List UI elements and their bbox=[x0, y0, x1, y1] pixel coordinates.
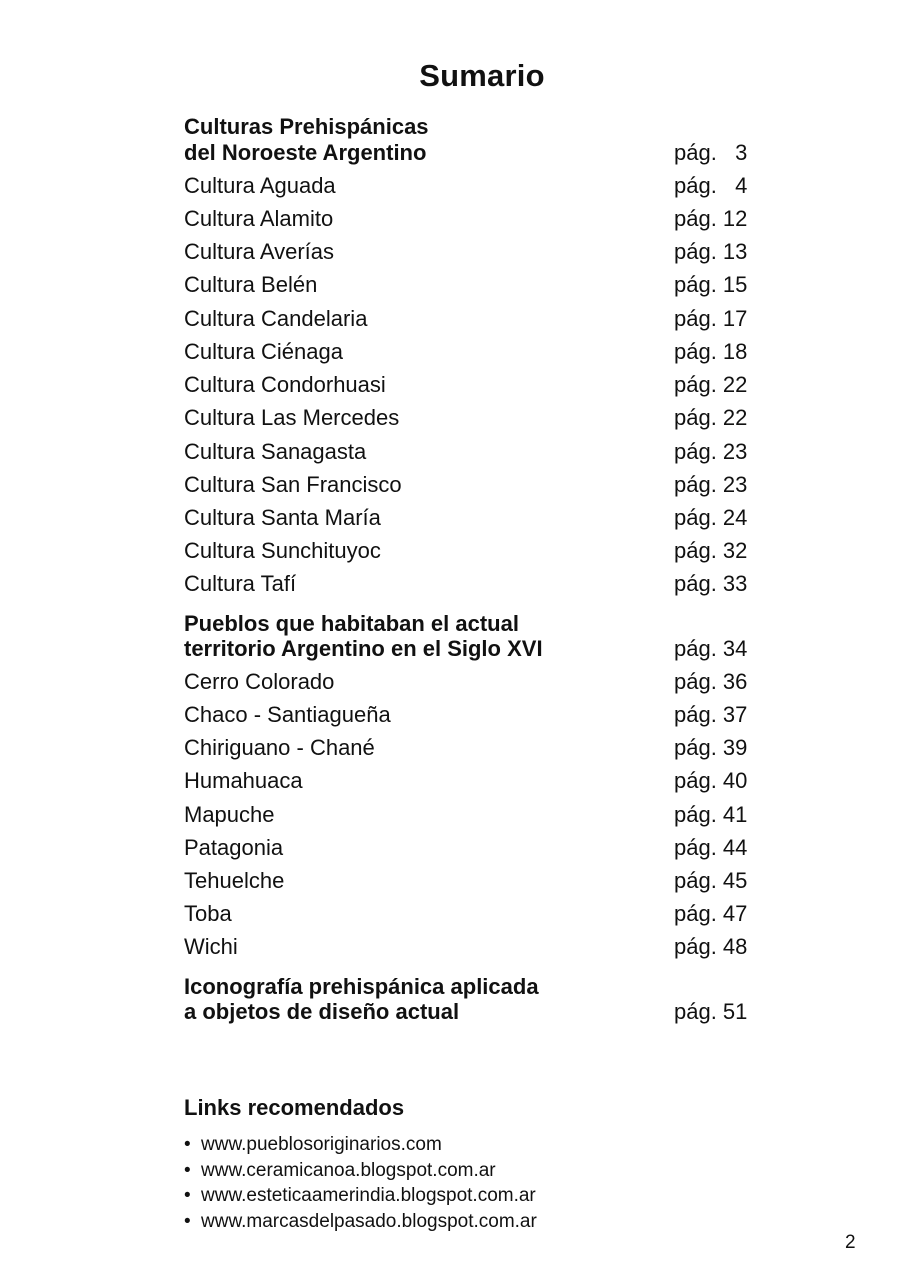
toc-entry bbox=[184, 173, 756, 199]
page-number: 2 bbox=[845, 1232, 856, 1253]
toc-section-heading bbox=[184, 114, 756, 140]
entry-label: Cultura Aguada bbox=[184, 173, 336, 198]
toc-entry bbox=[184, 868, 756, 894]
page-reference: pág. 22 bbox=[674, 372, 748, 397]
recommended-links-list bbox=[184, 1132, 537, 1234]
page-reference: pág. 37 bbox=[674, 702, 748, 727]
toc-entry bbox=[184, 306, 756, 332]
entry-label: Cultura Las Mercedes bbox=[184, 405, 400, 430]
page-reference: pág. 32 bbox=[674, 538, 748, 563]
page-reference: pág. 13 bbox=[674, 239, 748, 264]
link-text[interactable]: www.esteticaamerindia.blogspot.com.ar bbox=[201, 1185, 536, 1206]
toc-entry bbox=[184, 735, 756, 761]
page-reference: pág. 45 bbox=[674, 868, 748, 893]
links-heading: Links recomendados bbox=[184, 1095, 405, 1120]
page-reference: pág. 47 bbox=[674, 901, 748, 926]
entry-label: Cultura Belén bbox=[184, 272, 318, 297]
entry-label: Patagonia bbox=[184, 835, 284, 860]
toc-entry bbox=[184, 405, 756, 431]
page-reference: pág. 51 bbox=[674, 999, 748, 1024]
page-reference: pág. 3 bbox=[674, 140, 748, 165]
toc-entry bbox=[184, 702, 756, 728]
entry-label: Cerro Colorado bbox=[184, 669, 335, 694]
page-reference: pág. 18 bbox=[674, 339, 748, 364]
entry-label: Humahuaca bbox=[184, 768, 303, 793]
entry-label: Tehuelche bbox=[184, 868, 285, 893]
toc-section-heading bbox=[184, 611, 756, 637]
page-reference: pág. 22 bbox=[674, 405, 748, 430]
entry-label: Chaco - Santiagueña bbox=[184, 702, 391, 727]
entry-label: Chiriguano - Chané bbox=[184, 735, 375, 760]
section-heading-line: Culturas Prehispánicas bbox=[184, 114, 429, 139]
toc-entry bbox=[184, 472, 756, 498]
section-heading-line: territorio Argentino en el Siglo XVI bbox=[184, 636, 543, 661]
toc-entry bbox=[184, 206, 756, 232]
entry-label: Mapuche bbox=[184, 802, 275, 827]
toc-entry bbox=[184, 538, 756, 564]
section-heading-line: Pueblos que habitaban el actual bbox=[184, 611, 519, 636]
page-title: Sumario bbox=[419, 58, 545, 93]
toc-entry bbox=[184, 439, 756, 465]
entry-label: Cultura Ciénaga bbox=[184, 339, 343, 364]
entry-label: Cultura Sunchituyoc bbox=[184, 538, 381, 563]
toc-section-heading bbox=[184, 974, 756, 1000]
entry-label: Cultura San Francisco bbox=[184, 472, 402, 497]
page-reference: pág. 39 bbox=[674, 735, 748, 760]
link-item bbox=[184, 1183, 537, 1209]
toc-entry bbox=[184, 239, 756, 265]
bullet-icon: • bbox=[184, 1210, 191, 1232]
toc-entry bbox=[184, 901, 756, 927]
toc-entry bbox=[184, 768, 756, 794]
link-item bbox=[184, 1209, 537, 1235]
toc-entry bbox=[184, 339, 756, 365]
bullet-icon: • bbox=[184, 1159, 191, 1181]
page-reference: pág. 4 bbox=[674, 173, 748, 198]
link-item bbox=[184, 1132, 537, 1158]
link-text[interactable]: www.ceramicanoa.blogspot.com.ar bbox=[201, 1159, 496, 1181]
page-reference: pág. 41 bbox=[674, 802, 748, 827]
bullet-icon: • bbox=[184, 1134, 191, 1155]
entry-label: Toba bbox=[184, 901, 232, 926]
section-heading-line: a objetos de diseño actual bbox=[184, 999, 460, 1024]
page-reference: pág. 48 bbox=[674, 934, 748, 959]
bullet-icon: • bbox=[184, 1185, 191, 1206]
page-reference: pág. 24 bbox=[674, 505, 748, 530]
toc-section-heading bbox=[184, 636, 756, 662]
toc-entry bbox=[184, 802, 756, 828]
link-item bbox=[184, 1158, 537, 1184]
toc-entry bbox=[184, 835, 756, 861]
link-text[interactable]: www.marcasdelpasado.blogspot.com.ar bbox=[201, 1210, 537, 1232]
page-reference: pág. 44 bbox=[674, 835, 748, 860]
toc-entry bbox=[184, 571, 756, 597]
page-reference: pág. 15 bbox=[674, 272, 748, 297]
entry-label: Cultura Alamito bbox=[184, 206, 334, 231]
page-reference: pág. 36 bbox=[674, 669, 748, 694]
page-reference: pág. 34 bbox=[674, 636, 748, 661]
toc-section-heading bbox=[184, 999, 756, 1025]
toc-entry bbox=[184, 934, 756, 960]
page-reference: pág. 33 bbox=[674, 571, 748, 596]
page-reference: pág. 23 bbox=[674, 439, 748, 464]
page-reference: pág. 23 bbox=[674, 472, 748, 497]
entry-label: Cultura Sanagasta bbox=[184, 439, 367, 464]
entry-label: Cultura Averías bbox=[184, 239, 335, 264]
section-heading-line: del Noroeste Argentino bbox=[184, 140, 427, 165]
entry-label: Cultura Tafí bbox=[184, 571, 297, 596]
toc-entry bbox=[184, 272, 756, 298]
toc-entry bbox=[184, 669, 756, 695]
entry-label: Cultura Candelaria bbox=[184, 306, 368, 331]
page-reference: pág. 12 bbox=[674, 206, 748, 231]
page-reference: pág. 40 bbox=[674, 768, 748, 793]
toc-entry bbox=[184, 505, 756, 531]
entry-label: Cultura Condorhuasi bbox=[184, 372, 386, 397]
entry-label: Cultura Santa María bbox=[184, 505, 381, 530]
entry-label: Wichi bbox=[184, 934, 238, 959]
page-reference: pág. 17 bbox=[674, 306, 748, 331]
link-text[interactable]: www.pueblosoriginarios.com bbox=[201, 1134, 442, 1155]
toc-entry bbox=[184, 372, 756, 398]
section-heading-line: Iconografía prehispánica aplicada bbox=[184, 974, 539, 999]
toc-section-heading bbox=[184, 140, 756, 166]
